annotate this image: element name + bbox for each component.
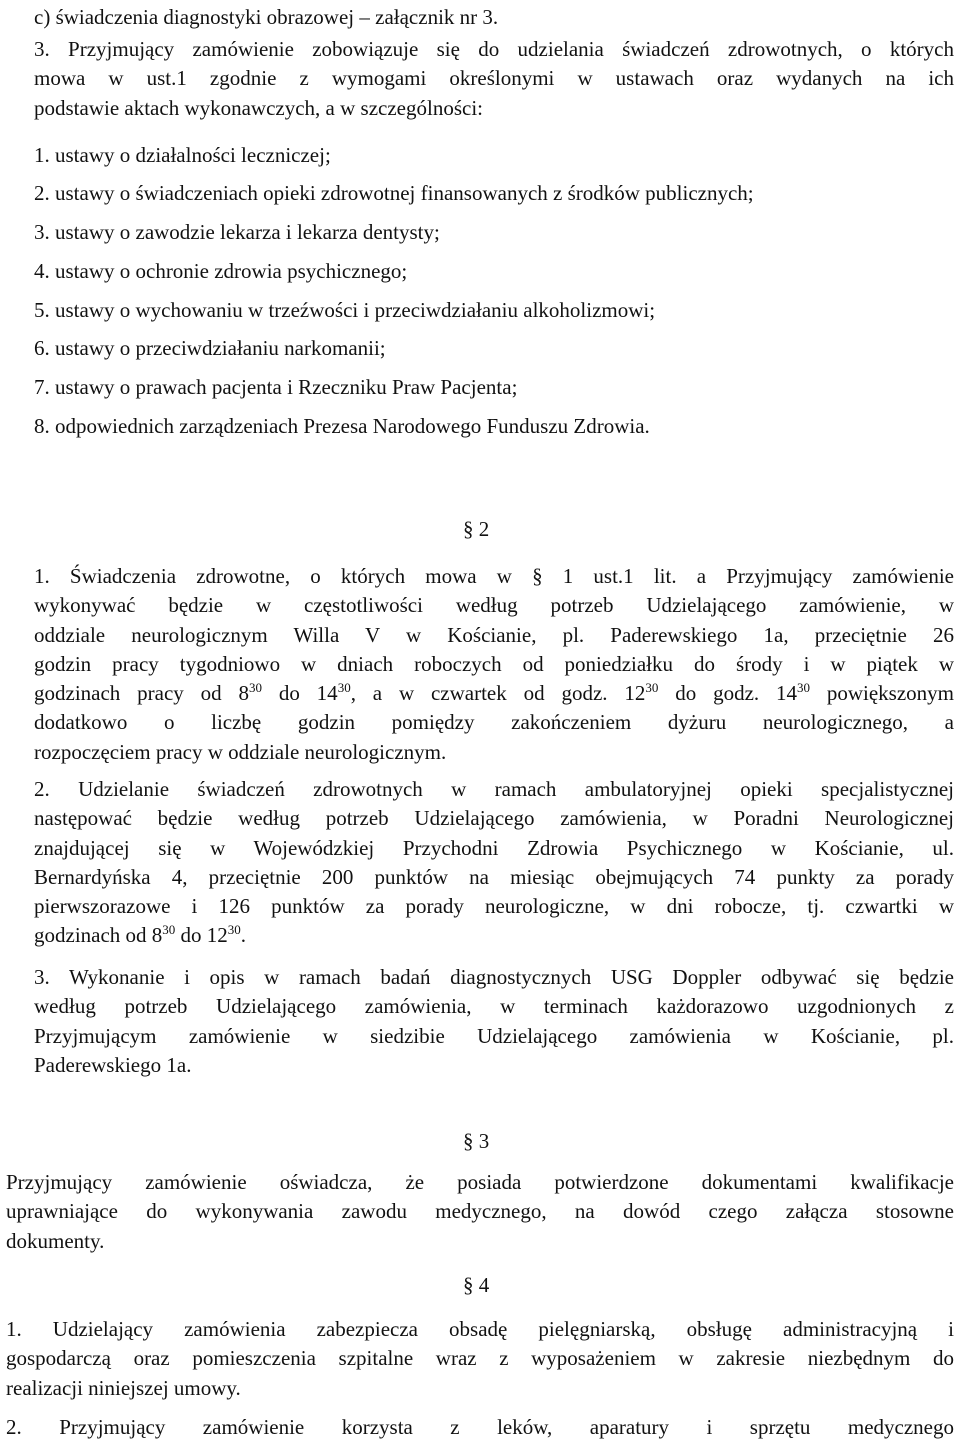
text-line: dodatkowo o liczbę godzin pomiędzy zakończeniem dyżuru neurologicznego, a bbox=[34, 710, 954, 735]
text-line: godzin pracy tygodniowo w dniach roboczych od poniedziałku do środy i w piątek w bbox=[34, 651, 954, 676]
section-heading-4: § 4 bbox=[463, 1273, 490, 1297]
text-line: 1. Świadczenia zdrowotne, o których mowa w § 1 ust.1 lit. a Przyjmujący zamówienie bbox=[34, 564, 954, 588]
text-line: 1. Udzielający zamówienia zabezpiecza obsadę pielęgniarską, obsługę administracyjną i bbox=[6, 1317, 954, 1341]
text-line-with-hours: godzinach pracy od $8^{30}$ do $14^{30}$, a w czwartek od godz. $12^{30}$ do godz. $14^{30}$ powiększonym bbox=[34, 680, 954, 706]
text-line: 2. Udzielanie świadczeń zdrowotnych w ramach ambulatoryjnej opieki specjalistycznej bbox=[34, 777, 954, 801]
text-line: znajdującej się w Wojewódzkiej Przychodni Zdrowia Psychicznego w Kościanie, ul. bbox=[34, 835, 954, 860]
text-line: oddziale neurologicznym Willa V w Kościanie, pl. Paderewskiego 1a, przeciętnie 26 bbox=[34, 622, 954, 647]
section-2-paragraph-2 bbox=[34, 775, 954, 951]
law-item: 3. ustawy o zawodzie lekarza i lekarza dentysty; bbox=[34, 220, 440, 244]
text-line: według potrzeb Udzielającego zamówienia, w terminach każdorazowo uzgodnionych z bbox=[34, 994, 954, 1019]
text-line: Paderewskiego 1a. bbox=[34, 1052, 192, 1077]
text-line: Przyjmujący zamówienie oświadcza, że posiada potwierdzone dokumentami kwalifikacje bbox=[6, 1170, 954, 1194]
section-2-paragraph-3 bbox=[34, 963, 954, 1080]
section-heading-2: § 2 bbox=[463, 517, 490, 541]
law-item: 5. ustawy o wychowaniu w trzeźwości i przeciwdziałaniu alkoholizmowi; bbox=[34, 298, 656, 322]
section-3-paragraph bbox=[6, 1168, 954, 1256]
law-item: 4. ustawy o ochronie zdrowia psychicznego; bbox=[34, 259, 408, 283]
text-line: następować będzie według potrzeb Udzielającego zamówienia, w Poradni Neurologicznej bbox=[34, 806, 954, 831]
law-item: 8. odpowiednich zarządzeniach Prezesa Narodowego Funduszu Zdrowia. bbox=[34, 414, 650, 438]
law-item: 2. ustawy o świadczeniach opieki zdrowotnej finansowanych z środków publicznych; bbox=[34, 181, 754, 205]
section-4-paragraph-2 bbox=[6, 1413, 954, 1442]
text-line: podstawie aktach wykonawczych, a w szczególności: bbox=[34, 95, 483, 120]
text-line: mowa w ust.1 zgodnie z wymogami określonymi w ustawach oraz wydanych na ich bbox=[34, 66, 954, 91]
law-item: 6. ustawy o przeciwdziałaniu narkomanii; bbox=[34, 336, 386, 360]
text-line: dokumenty. bbox=[6, 1228, 105, 1253]
text-line: rozpoczęciem pracy w oddziale neurologicznym. bbox=[34, 739, 447, 764]
list-item-c: c) świadczenia diagnostyki obrazowej – załącznik nr 3. bbox=[34, 5, 499, 29]
text-line: 2. Przyjmujący zamówienie korzysta z leków, aparatury i sprzętu medycznego bbox=[6, 1415, 954, 1439]
text-line: Przyjmującym zamówienie w siedzibie Udzielającego zamówienia w Kościanie, pl. bbox=[34, 1023, 954, 1048]
section-4-paragraph-1 bbox=[6, 1315, 954, 1403]
text-line: realizacji niniejszej umowy. bbox=[6, 1375, 241, 1400]
text-line: uprawniające do wykonywania zawodu medycznego, na dowód czego załącza stosowne bbox=[6, 1199, 954, 1224]
text-line: pierwszorazowe i 126 punktów za porady neurologiczne, w dni robocze, tj. czwartki w bbox=[34, 894, 954, 919]
item-3-paragraph bbox=[34, 35, 954, 123]
text-line: 3. Przyjmujący zamówienie zobowiązuje się do udzielania świadczeń zdrowotnych, o których bbox=[34, 37, 954, 61]
text-line-with-hours: godzinach od $8^{30}$ do $12^{30}$. bbox=[34, 922, 247, 948]
text-line: gospodarczą oraz pomieszczenia szpitalne wraz z wyposażeniem w zakresie niezbędnym do bbox=[6, 1346, 954, 1371]
text-line: 3. Wykonanie i opis w ramach badań diagnostycznych USG Doppler odbywać się będzie bbox=[34, 965, 954, 989]
law-item: 1. ustawy o działalności leczniczej; bbox=[34, 143, 331, 167]
law-item: 7. ustawy o prawach pacjenta i Rzeczniku Praw Pacjenta; bbox=[34, 375, 518, 399]
section-heading-3: § 3 bbox=[463, 1129, 490, 1153]
section-2-paragraph-1 bbox=[34, 562, 954, 767]
text-line: Bernardyńska 4, przeciętnie 200 punktów na miesiąc obejmujących 74 punkty za porady bbox=[34, 864, 954, 889]
text-line: wykonywać będzie w częstotliwości według potrzeb Udzielającego zamówienie, w bbox=[34, 593, 954, 618]
